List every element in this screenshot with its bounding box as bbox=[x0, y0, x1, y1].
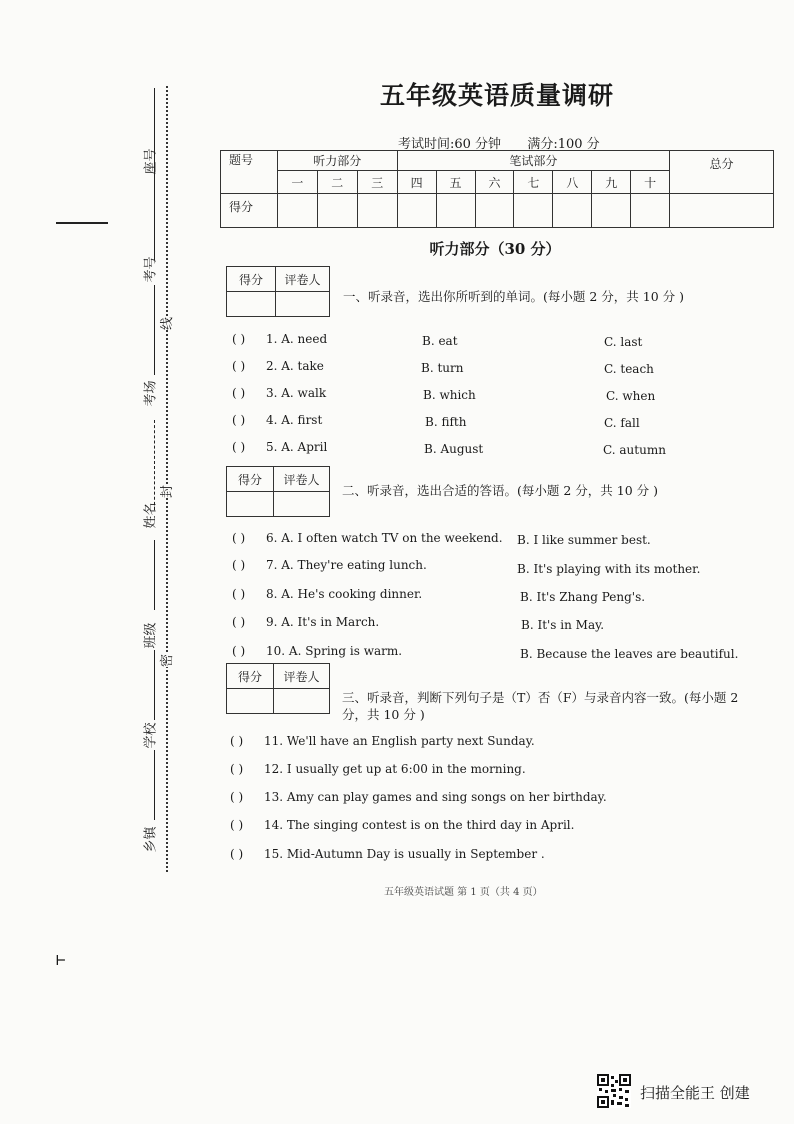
grader-name-cell[interactable] bbox=[276, 292, 330, 317]
question-row bbox=[232, 644, 402, 658]
section-3-instruction-line-2: 分，共 10 分 ) bbox=[342, 707, 425, 722]
score-cell[interactable] bbox=[514, 194, 553, 228]
answer-blank[interactable]: ( ) bbox=[230, 847, 244, 861]
town-line bbox=[154, 750, 155, 820]
option-a: 2. A. take bbox=[266, 359, 324, 373]
score-table bbox=[220, 150, 774, 228]
option-c: C. teach bbox=[604, 362, 654, 376]
seal-char-secret: 密 bbox=[156, 654, 175, 667]
class-line bbox=[154, 540, 155, 610]
scanner-watermark: 扫描全能王 创建 bbox=[640, 1084, 750, 1102]
question-row bbox=[232, 332, 327, 346]
question-number-cell: 二 bbox=[317, 171, 357, 194]
seat-label: 座号 bbox=[143, 148, 159, 175]
answer-blank[interactable]: ( ) bbox=[230, 818, 244, 832]
question-number-cell: 三 bbox=[357, 171, 397, 194]
option-b: B. which bbox=[423, 388, 476, 402]
grader-score-label: 得分 bbox=[227, 267, 276, 292]
option-a: 6. A. I often watch TV on the weekend. bbox=[266, 531, 503, 545]
grader-box-3 bbox=[226, 663, 330, 714]
grader-box-1 bbox=[226, 266, 330, 317]
score-cell[interactable] bbox=[631, 194, 670, 228]
section-3-instruction-line-1: 三、听录音，判断下列句子是（T）否（F）与录音内容一致。(每小题 2 bbox=[342, 690, 739, 705]
option-b: B. It's in May. bbox=[521, 618, 605, 632]
answer-blank[interactable]: ( ) bbox=[232, 332, 246, 346]
name-line bbox=[154, 420, 155, 510]
option-a: 5. A. April bbox=[266, 440, 328, 454]
grader-score-label: 得分 bbox=[227, 467, 274, 492]
answer-blank[interactable]: ( ) bbox=[232, 615, 246, 629]
answer-blank[interactable]: ( ) bbox=[232, 413, 246, 427]
score-cell[interactable] bbox=[357, 194, 397, 228]
question-number-cell: 一 bbox=[277, 171, 317, 194]
answer-blank[interactable]: ( ) bbox=[232, 644, 246, 658]
score-header-label: 题号 bbox=[221, 151, 278, 194]
answer-blank[interactable]: ( ) bbox=[232, 531, 246, 545]
score-cell[interactable] bbox=[317, 194, 357, 228]
seal-char-line: 线 bbox=[156, 317, 175, 330]
exam-no-line bbox=[154, 190, 155, 260]
grader-name-label: 评卷人 bbox=[274, 467, 330, 492]
option-c: C. autumn bbox=[603, 443, 666, 457]
question-row bbox=[232, 615, 379, 629]
class-label: 班级 bbox=[143, 622, 159, 649]
room-line bbox=[154, 285, 155, 375]
answer-blank[interactable]: ( ) bbox=[232, 558, 246, 572]
answer-blank[interactable]: ( ) bbox=[232, 359, 246, 373]
grader-score-cell[interactable] bbox=[227, 689, 274, 714]
seal-dotted-line bbox=[166, 86, 168, 872]
total-header: 总分 bbox=[670, 151, 774, 194]
question-number-cell: 五 bbox=[436, 171, 475, 194]
option-a: 8. A. He's cooking dinner. bbox=[266, 587, 423, 601]
town-label: 乡镇 bbox=[143, 826, 159, 853]
score-cell[interactable] bbox=[592, 194, 631, 228]
answer-blank[interactable]: ( ) bbox=[232, 440, 246, 454]
option-a: 9. A. It's in March. bbox=[266, 615, 380, 629]
question-row bbox=[230, 790, 607, 804]
answer-blank[interactable]: ( ) bbox=[230, 762, 244, 776]
option-a: 3. A. walk bbox=[266, 386, 327, 400]
option-a: 10. A. Spring is warm. bbox=[266, 644, 403, 658]
option-a: 1. A. need bbox=[266, 332, 328, 346]
question-number-cell: 八 bbox=[553, 171, 592, 194]
grader-score-cell[interactable] bbox=[227, 292, 276, 317]
exam-no-label: 考号 bbox=[143, 256, 159, 283]
question-row bbox=[232, 386, 326, 400]
option-b: B. August bbox=[424, 442, 484, 456]
section-2-instruction: 二、听录音，选出合适的答语。(每小题 2 分，共 10 分 ) bbox=[342, 483, 658, 498]
question-number-cell: 九 bbox=[592, 171, 631, 194]
writing-part-header: 笔试部分 bbox=[397, 151, 669, 171]
grader-name-cell[interactable] bbox=[274, 492, 330, 517]
answer-blank[interactable]: ( ) bbox=[230, 734, 244, 748]
score-cell[interactable] bbox=[475, 194, 514, 228]
score-cell[interactable] bbox=[436, 194, 475, 228]
option-c: C. last bbox=[604, 335, 643, 349]
question-row bbox=[232, 587, 422, 601]
answer-blank[interactable]: ( ) bbox=[230, 790, 244, 804]
question-number-cell: 四 bbox=[397, 171, 436, 194]
grader-score-label: 得分 bbox=[227, 664, 274, 689]
question-row bbox=[232, 531, 503, 545]
listening-part-header: 听力部分 bbox=[277, 151, 397, 171]
grader-name-label: 评卷人 bbox=[274, 664, 330, 689]
option-b: B. turn bbox=[421, 361, 464, 375]
statement: 15. Mid-Autumn Day is usually in September . bbox=[264, 847, 545, 861]
option-c: C. when bbox=[606, 389, 656, 403]
question-row bbox=[230, 818, 574, 832]
answer-blank[interactable]: ( ) bbox=[232, 587, 246, 601]
score-cell[interactable] bbox=[553, 194, 592, 228]
total-score-cell[interactable] bbox=[670, 194, 774, 228]
score-cell[interactable] bbox=[397, 194, 436, 228]
listening-heading: 听力部分（30 分） bbox=[429, 240, 561, 258]
option-b: B. Because the leaves are beautiful. bbox=[520, 647, 739, 661]
section-1-instruction: 一、听录音，选出你所听到的单词。(每小题 2 分，共 10 分 ) bbox=[343, 289, 684, 304]
exam-time: 考试时间:60 分钟 bbox=[398, 137, 502, 152]
page-footer: 五年级英语试题 第 1 页（共 4 页） bbox=[384, 887, 543, 898]
option-b: B. eat bbox=[422, 334, 458, 348]
question-row bbox=[230, 847, 545, 861]
statement: 12. I usually get up at 6:00 in the morning. bbox=[264, 762, 526, 776]
option-a: 4. A. first bbox=[266, 413, 323, 427]
question-row bbox=[232, 413, 322, 427]
page-title: 五年级英语质量调研 bbox=[379, 81, 614, 110]
name-label: 姓名 bbox=[143, 502, 159, 529]
corner-crop-mark: ⊢ bbox=[56, 950, 66, 969]
option-b: B. fifth bbox=[425, 415, 467, 429]
full-score: 满分:100 分 bbox=[527, 137, 600, 152]
option-b: B. I like summer best. bbox=[517, 533, 651, 547]
option-b: B. It's Zhang Peng's. bbox=[520, 590, 646, 604]
statement: 11. We'll have an English party next Sunday. bbox=[264, 734, 535, 748]
question-row bbox=[232, 558, 427, 572]
answer-blank[interactable]: ( ) bbox=[232, 386, 246, 400]
fold-mark bbox=[56, 222, 108, 224]
question-row bbox=[232, 359, 324, 373]
question-number-cell: 七 bbox=[514, 171, 553, 194]
option-b: B. It's playing with its mother. bbox=[517, 562, 701, 576]
question-number-cell: 六 bbox=[475, 171, 514, 194]
score-cell[interactable] bbox=[277, 194, 317, 228]
option-a: 7. A. They're eating lunch. bbox=[266, 558, 427, 572]
question-number-cell: 十 bbox=[631, 171, 670, 194]
question-row bbox=[230, 734, 535, 748]
statement: 14. The singing contest is on the third day in April. bbox=[264, 818, 575, 832]
question-row bbox=[230, 762, 526, 776]
grader-name-label: 评卷人 bbox=[276, 267, 330, 292]
option-c: C. fall bbox=[604, 416, 640, 430]
grader-box-2 bbox=[226, 466, 330, 517]
grader-score-cell[interactable] bbox=[227, 492, 274, 517]
room-label: 考场 bbox=[143, 380, 159, 407]
grader-name-cell[interactable] bbox=[274, 689, 330, 714]
statement: 13. Amy can play games and sing songs on her birthday. bbox=[264, 790, 607, 804]
seal-char-seal: 封 bbox=[156, 485, 175, 498]
school-line bbox=[154, 650, 155, 720]
school-label: 学校 bbox=[143, 722, 159, 749]
question-row bbox=[232, 440, 327, 454]
qr-code-icon bbox=[597, 1074, 631, 1108]
score-row-label: 得分 bbox=[221, 194, 278, 228]
